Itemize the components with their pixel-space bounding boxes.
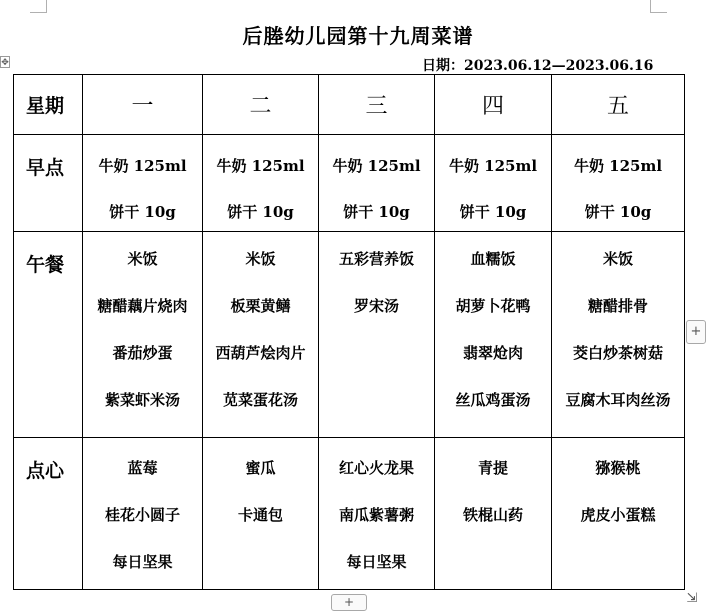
menu-cell[interactable]	[319, 135, 435, 232]
menu-item-list	[435, 438, 551, 525]
menu-item: 五彩营养饭	[338, 250, 414, 268]
day-header: 一	[131, 94, 154, 119]
menu-item-list	[552, 232, 684, 410]
menu-item: 南瓜紫薯粥	[338, 506, 414, 524]
menu-item: 翡翠炝肉	[462, 344, 523, 362]
meal-label-cell	[14, 232, 83, 438]
menu-item: 饼干 10g	[459, 203, 527, 221]
date-range: 日期：2023.06.12—2023.06.16	[422, 58, 654, 74]
menu-item: 糖醋排骨	[587, 297, 648, 315]
menu-item-list	[552, 135, 684, 222]
menu-item-list	[435, 232, 551, 410]
menu-item: 牛奶 125ml	[448, 157, 538, 175]
menu-item: 西葫芦烩肉片	[215, 344, 306, 362]
meal-label: 早点	[26, 157, 65, 179]
menu-item: 蓝莓	[127, 459, 158, 477]
menu-item: 猕猴桃	[595, 459, 641, 477]
menu-cell[interactable]	[435, 135, 552, 232]
meal-label: 午餐	[26, 254, 65, 276]
menu-cell[interactable]	[203, 438, 319, 590]
menu-item: 卡通包	[237, 506, 283, 524]
day-header-cell	[319, 75, 435, 135]
menu-cell[interactable]	[552, 232, 685, 438]
menu-item: 罗宋汤	[353, 297, 399, 315]
menu-item-list	[552, 438, 684, 525]
menu-item-list	[203, 438, 318, 525]
menu-cell[interactable]	[203, 135, 319, 232]
menu-item: 红心火龙果	[338, 459, 414, 477]
menu-item: 饼干 10g	[109, 203, 176, 221]
menu-item: 饼干 10g	[227, 203, 294, 221]
menu-cell[interactable]	[552, 135, 685, 232]
menu-cell[interactable]	[435, 232, 552, 438]
menu-item: 米饭	[127, 250, 158, 268]
menu-cell[interactable]	[203, 232, 319, 438]
menu-item: 胡萝卜花鸭	[455, 297, 531, 315]
meal-label: 点心	[26, 460, 65, 482]
menu-item: 青提	[477, 459, 508, 477]
header-label: 星期	[26, 95, 65, 117]
menu-item: 米饭	[245, 250, 276, 268]
menu-item: 米饭	[602, 250, 633, 268]
menu-item: 牛奶 125ml	[573, 157, 663, 175]
menu-item: 茭白炒茶树菇	[572, 344, 663, 362]
menu-cell[interactable]	[83, 438, 203, 590]
breakfast-row	[14, 135, 685, 232]
menu-item-list	[319, 232, 434, 316]
menu-item-list	[435, 135, 551, 222]
day-header: 二	[249, 94, 272, 119]
menu-cell[interactable]	[435, 438, 552, 590]
menu-item: 血糯饭	[470, 250, 516, 268]
menu-item-list	[83, 232, 202, 410]
table-move-handle-icon[interactable]: ✥	[1, 58, 9, 68]
menu-cell[interactable]	[319, 232, 435, 438]
menu-cell[interactable]	[319, 438, 435, 590]
meal-label-cell	[14, 438, 83, 590]
menu-item: 豆腐木耳肉丝汤	[565, 391, 671, 409]
menu-item: 饼干 10g	[584, 203, 652, 221]
menu-cell[interactable]	[83, 232, 203, 438]
menu-item: 牛奶 125ml	[216, 157, 305, 175]
menu-item: 饼干 10g	[343, 203, 410, 221]
menu-item-list	[83, 135, 202, 222]
menu-item-list	[319, 135, 434, 222]
day-header-cell	[435, 75, 552, 135]
day-header: 三	[365, 94, 388, 119]
snack-row	[14, 438, 685, 590]
day-header: 五	[606, 94, 629, 119]
menu-item: 虎皮小蛋糕	[580, 506, 656, 524]
lunch-row	[14, 232, 685, 438]
menu-item: 牛奶 125ml	[98, 157, 187, 175]
header-label-cell	[14, 75, 83, 135]
meal-label-cell	[14, 135, 83, 232]
menu-item: 每日坚果	[346, 553, 407, 571]
day-header-cell	[552, 75, 685, 135]
menu-item: 紫菜虾米汤	[104, 391, 180, 409]
menu-item-list	[203, 135, 318, 222]
day-header-cell	[203, 75, 319, 135]
menu-cell[interactable]	[552, 438, 685, 590]
menu-item: 桂花小圆子	[104, 506, 180, 524]
day-header-cell	[83, 75, 203, 135]
page-title: 后塍幼儿园第十九周菜谱	[242, 24, 474, 48]
menu-item: 牛奶 125ml	[332, 157, 421, 175]
menu-table	[13, 74, 685, 590]
menu-item: 铁棍山药	[462, 506, 523, 524]
menu-item: 番茄炒蛋	[112, 344, 173, 362]
menu-item: 每日坚果	[112, 553, 173, 571]
table-resize-handle-icon[interactable]: ⇲	[686, 591, 698, 606]
day-header: 四	[481, 94, 504, 119]
menu-item: 蜜瓜	[245, 459, 276, 477]
menu-item: 苋菜蛋花汤	[222, 391, 298, 409]
page-corner-mark-right	[650, 0, 667, 13]
menu-item-list	[83, 438, 202, 572]
add-row-button[interactable]: +	[331, 594, 367, 611]
page-corner-mark-left	[30, 0, 47, 13]
menu-item: 丝瓜鸡蛋汤	[455, 391, 531, 409]
header-row	[14, 75, 685, 135]
add-column-button[interactable]: +	[686, 320, 706, 344]
menu-cell[interactable]	[83, 135, 203, 232]
menu-item-list	[203, 232, 318, 410]
menu-item: 板栗黄鳝	[230, 297, 291, 315]
menu-item-list	[319, 438, 434, 572]
menu-item: 糖醋藕片烧肉	[97, 297, 188, 315]
